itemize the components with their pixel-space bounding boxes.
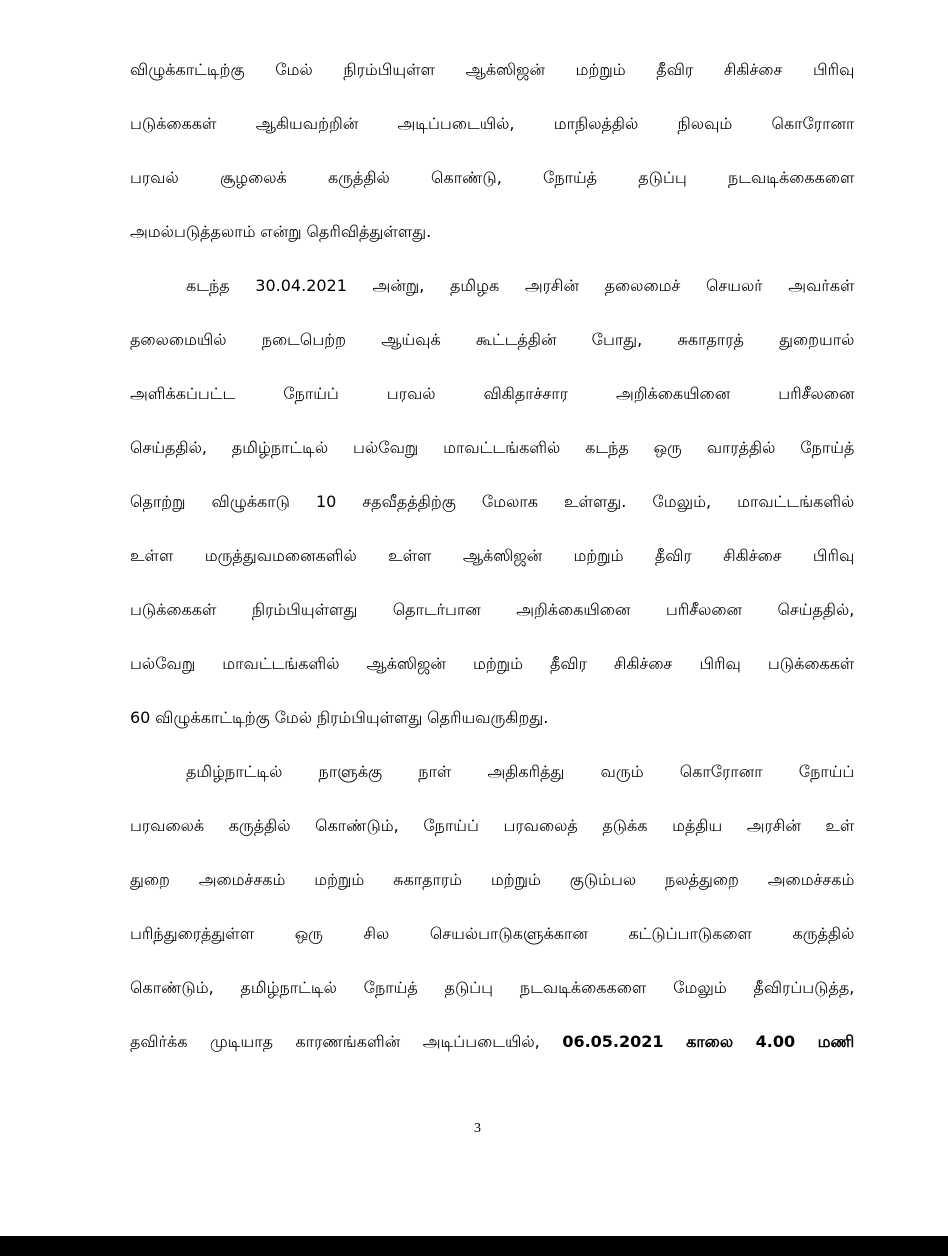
word: தடுப்பு: [638, 168, 687, 187]
word: தீவிரப்படுத்த,: [753, 978, 855, 997]
word: தவிர்க்க: [130, 1032, 188, 1051]
word: தடுக்க: [602, 816, 648, 835]
word: படுக்கைகள்: [767, 654, 855, 673]
word: தொடர்பான: [392, 600, 481, 619]
paragraph-3-line-5: [130, 978, 860, 1032]
word: நாள்: [418, 762, 452, 781]
paragraph-2-line-1: [130, 276, 860, 330]
word: நலத்துறை: [665, 870, 739, 889]
word: ஆகியவற்றின்: [255, 114, 359, 133]
word: முடியாத: [210, 1032, 273, 1051]
word: நோய்ப்: [283, 384, 339, 403]
word: நோய்த்: [542, 168, 598, 187]
word: கடந்த: [186, 276, 230, 295]
paragraph-1-line-2: [130, 114, 860, 168]
word: நிரம்பியுள்ளது: [316, 708, 423, 727]
word: பிரிவு: [812, 546, 855, 565]
paragraph-3-line-2: [130, 816, 860, 870]
word: ஆக்ஸிஜன்: [462, 546, 543, 565]
paragraph-2-line-6: [130, 546, 860, 600]
word: செயலர்: [705, 276, 763, 295]
document-body: [130, 60, 860, 1086]
bottom-black-band: [0, 1236, 948, 1256]
word: காரணங்களின்: [295, 1032, 401, 1051]
word: பரவலைத்: [503, 816, 578, 835]
word: அறிக்கையினை: [516, 600, 631, 619]
word: அதிகரித்து: [487, 762, 565, 781]
word: ஒரு: [294, 924, 323, 943]
word: விகிதாச்சார: [483, 384, 568, 403]
word: சுகாதாரம்: [393, 870, 463, 889]
word: மருத்துவமனைகளில்: [204, 546, 357, 565]
word: கருத்தில்: [327, 168, 390, 187]
word: ஒரு: [653, 438, 682, 457]
paragraph-3-line-4: [130, 924, 860, 978]
word: 10: [315, 492, 337, 511]
word: ஆக்ஸிஜன்: [465, 60, 545, 79]
word: விழுக்காட்டிற்கு: [155, 708, 270, 727]
word: செய்ததில்,: [777, 600, 855, 619]
word: பரவல்: [130, 168, 179, 187]
word: சுகாதாரத்: [677, 330, 744, 349]
word: பல்வேறு: [353, 438, 419, 457]
word: மற்றும்: [490, 870, 541, 889]
paragraph-3-line-6: [130, 1032, 860, 1086]
word: அன்று,: [372, 276, 425, 295]
word: மாவட்டங்களில்: [737, 492, 855, 511]
word: ஆய்வுக்: [381, 330, 441, 349]
page-number: 3: [474, 1121, 481, 1136]
word: மேல்: [274, 708, 313, 727]
word: கொண்டும்,: [130, 978, 214, 997]
word: நோய்ப்: [423, 816, 479, 835]
word: மத்திய: [672, 816, 723, 835]
word: அவர்கள்: [788, 276, 855, 295]
word: நோய்த்: [800, 438, 855, 457]
word: 60: [130, 708, 151, 727]
word: விழுக்காட்டிற்கு: [130, 60, 245, 79]
word: சிகிச்சை: [613, 654, 673, 673]
word: கொண்டு,: [431, 168, 502, 187]
word: நிலவும்: [677, 114, 733, 133]
word: துறை: [130, 870, 170, 889]
word: கருத்தில்: [792, 924, 855, 943]
word: மாவட்டங்களில்: [443, 438, 561, 457]
word: சில: [363, 924, 390, 943]
word: கடந்த: [585, 438, 629, 457]
word: பரிசீலனை: [665, 600, 743, 619]
word: செய்ததில்,: [130, 438, 207, 457]
word: கூட்டத்தின்: [475, 330, 557, 349]
paragraph-1-line-1: [130, 60, 860, 114]
word: மேலும்: [673, 978, 727, 997]
date-time-bold: மணி: [817, 1032, 855, 1051]
paragraph-3-line-1: [130, 762, 860, 816]
word: பல்வேறு: [130, 654, 196, 673]
word: சிகிச்சை: [723, 60, 783, 79]
word: கொண்டும்,: [315, 816, 399, 835]
word: அமல்படுத்தலாம்: [130, 222, 256, 241]
word: அளிக்கப்பட்ட: [130, 384, 236, 403]
word: மற்றும்: [575, 60, 626, 79]
word: தீவிர: [654, 546, 692, 565]
word: நடவடிக்கைகளை: [519, 978, 647, 997]
paragraph-2-line-9: [130, 708, 860, 762]
word: நாளுக்கு: [318, 762, 383, 781]
paragraph-2-line-8: [130, 654, 860, 708]
word: தமிழ்நாட்டில்: [231, 438, 329, 457]
word: பரவல்: [386, 384, 436, 403]
word: பரவலைக்: [130, 816, 205, 835]
word: உள்: [825, 816, 855, 835]
word: பிரிவு: [812, 60, 855, 79]
word: 30.04.2021: [255, 276, 347, 295]
word: மேலாக: [481, 492, 538, 511]
word: தமிழ்நாட்டில்: [240, 978, 337, 997]
word: அரசின்: [524, 276, 579, 295]
word: பிரிவு: [699, 654, 741, 673]
paragraph-2-line-3: [130, 384, 860, 438]
word: பரிசீலனை: [778, 384, 855, 403]
word: மற்றும்: [314, 870, 365, 889]
word: தொற்று: [130, 492, 186, 511]
word: நடைபெற்ற: [261, 330, 347, 349]
word: அரசின்: [746, 816, 801, 835]
paragraph-2-line-7: [130, 600, 860, 654]
word: உள்ள: [388, 546, 432, 565]
word: நோய்ப்: [798, 762, 855, 781]
word: வரும்: [600, 762, 644, 781]
word: தீவிர: [656, 60, 694, 79]
date-time-bold: 06.05.2021: [562, 1032, 664, 1051]
paragraph-2-line-2: [130, 330, 860, 384]
word: தடுப்பு: [444, 978, 494, 997]
word: பரிந்துரைத்துள்ள: [130, 924, 255, 943]
date-time-bold: காலை: [686, 1032, 734, 1051]
word: செயல்பாடுகளுக்கான: [429, 924, 588, 943]
word: மற்றும்: [472, 654, 523, 673]
word: படுக்கைகள்: [130, 600, 217, 619]
word: தீவிர: [549, 654, 587, 673]
word: கட்டுப்பாடுகளை: [628, 924, 752, 943]
word: அறிக்கையினை: [615, 384, 731, 403]
word: நடவடிக்கைகளை: [727, 168, 855, 187]
word: கொரோனா: [771, 114, 855, 133]
word: உள்ளது.: [564, 492, 627, 511]
word: அமைச்சகம்: [198, 870, 286, 889]
word: சிகிச்சை: [723, 546, 782, 565]
word: போது,: [591, 330, 643, 349]
word: குடும்பல: [569, 870, 637, 889]
word: சதவீதத்திற்கு: [362, 492, 456, 511]
word: தமிழ்நாட்டில்: [186, 762, 283, 781]
word: அடிப்படையில்,: [422, 1032, 540, 1051]
word: மேல்: [275, 60, 313, 79]
word: சூழலைக்: [219, 168, 287, 187]
word: மற்றும்: [573, 546, 624, 565]
word: கருத்தில்: [228, 816, 291, 835]
word: கொரோனா: [679, 762, 763, 781]
paragraph-1-line-4: [130, 222, 860, 276]
word: தெரிவித்துள்ளது.: [306, 222, 432, 241]
word: தலைமையில்: [130, 330, 227, 349]
word: அமைச்சகம்: [767, 870, 855, 889]
word: ஆக்ஸிஜன்: [366, 654, 446, 673]
word: விழுக்காடு: [211, 492, 290, 511]
date-time-bold: 4.00: [755, 1032, 796, 1051]
word: நோய்த்: [363, 978, 418, 997]
word: நிரம்பியுள்ள: [343, 60, 435, 79]
paragraph-3-line-3: [130, 870, 860, 924]
paragraph-2-line-4: [130, 438, 860, 492]
word: தெரியவருகிறது.: [427, 708, 549, 727]
word: வாரத்தில்: [706, 438, 776, 457]
paragraph-1-line-3: [130, 168, 860, 222]
word: மாநிலத்தில்: [553, 114, 639, 133]
word: என்று: [260, 222, 302, 241]
word: துறையால்: [779, 330, 855, 349]
paragraph-2-line-5: [130, 492, 860, 546]
word: நிரம்பியுள்ளது: [251, 600, 358, 619]
word: படுக்கைகள்: [130, 114, 217, 133]
word: அடிப்படையில்,: [397, 114, 515, 133]
word: மாவட்டங்களில்: [222, 654, 340, 673]
word: மேலும்,: [652, 492, 712, 511]
word: உள்ள: [130, 546, 174, 565]
word: தலைமைச்: [604, 276, 681, 295]
word: தமிழக: [449, 276, 500, 295]
